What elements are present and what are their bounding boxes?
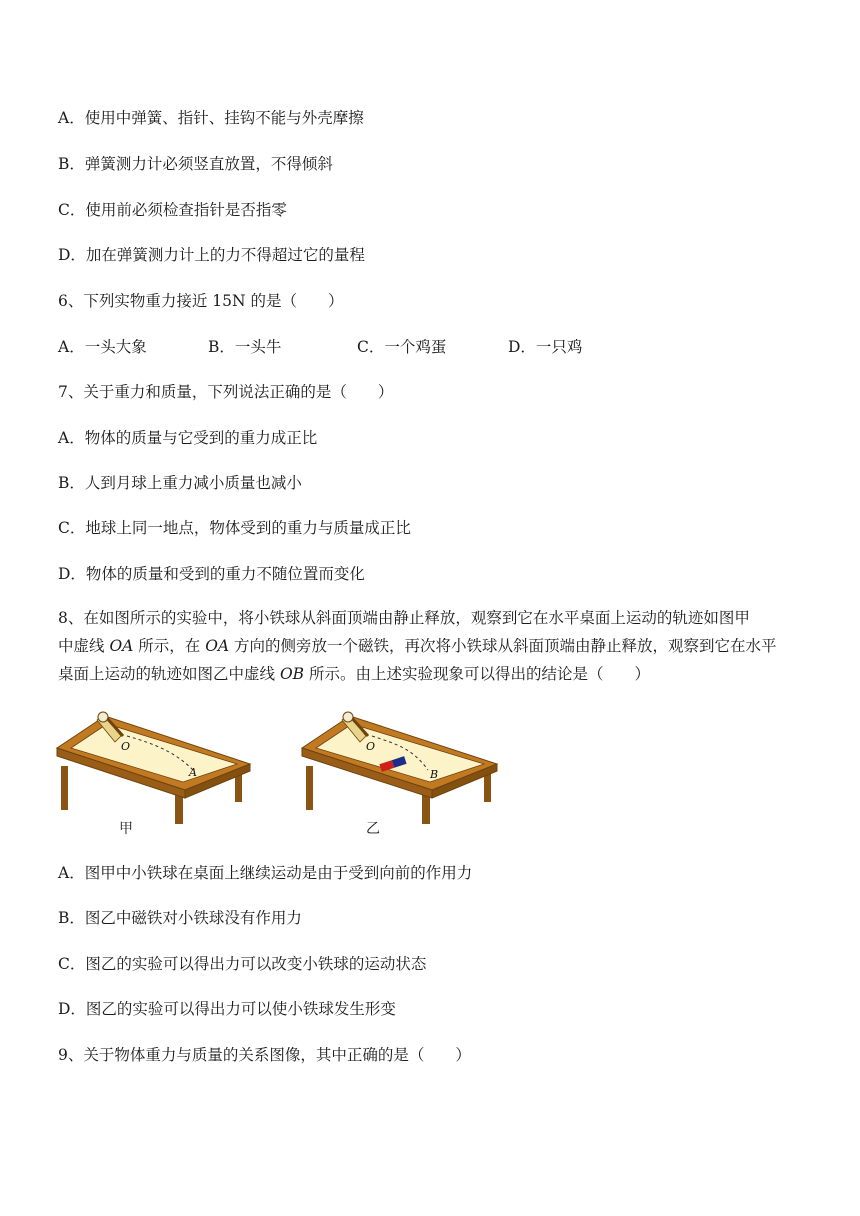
figure-jia-table — [55, 708, 255, 826]
q5-option-a: A．使用中弹簧、指针、挂钩不能与外壳摩擦 — [58, 109, 364, 127]
iron-ball — [343, 712, 353, 722]
q6-stem: 6、下列实物重力接近 15N 的是（ ） — [58, 292, 344, 310]
q7-option-d: D．物体的质量和受到的重力不随位置而变化 — [58, 565, 365, 583]
label-b: B — [430, 768, 439, 781]
q8-stem-line-2: 中虚线 OA 所示，在 OA 方向的侧旁放一个磁铁，再次将小铁球从斜面顶端由静止释放，观察到它在水平 — [58, 637, 777, 655]
q6-option-a: A．一头大象 — [58, 338, 147, 356]
figure-yi-table — [300, 708, 500, 826]
label-o: O — [121, 740, 131, 753]
caption-jia: 甲 — [119, 821, 133, 837]
table-leg — [61, 766, 68, 810]
table-leg — [306, 766, 313, 810]
q7-option-b: B．人到月球上重力减小质量也减小 — [58, 474, 302, 492]
q6-option-c: C．一个鸡蛋 — [357, 338, 447, 356]
q8-option-b: B．图乙中磁铁对小铁球没有作用力 — [58, 909, 302, 927]
label-a: A — [189, 766, 197, 779]
q8-stem-line-3: 桌面上运动的轨迹如图乙中虚线 OB 所示。由上述实验现象可以得出的结论是（ ） — [58, 665, 650, 683]
q5-option-c: C．使用前必须检查指针是否指零 — [58, 201, 287, 219]
iron-ball — [98, 712, 108, 722]
q6-option-d: D．一只鸡 — [508, 338, 583, 356]
q8-stem — [58, 604, 806, 688]
q7-option-c: C．地球上同一地点，物体受到的重力与质量成正比 — [58, 519, 411, 537]
q7-option-a: A．物体的质量与它受到的重力成正比 — [58, 429, 318, 447]
caption-yi: 乙 — [366, 821, 380, 837]
label-o: O — [366, 740, 376, 753]
q5-option-d: D．加在弹簧测力计上的力不得超过它的量程 — [58, 246, 365, 264]
q6-option-b: B．一头牛 — [208, 338, 282, 356]
q8-option-d: D．图乙的实验可以得出力可以使小铁球发生形变 — [58, 1000, 396, 1018]
q8-stem-line-1: 8、在如图所示的实验中，将小铁球从斜面顶端由静止释放，观察到它在水平桌面上运动的轨迹如图甲 — [58, 609, 750, 627]
q7-stem: 7、关于重力和质量，下列说法正确的是（ ） — [58, 383, 394, 401]
q8-option-a: A．图甲中小铁球在桌面上继续运动是由于受到向前的作用力 — [58, 864, 473, 882]
q5-option-b: B．弹簧测力计必须竖直放置，不得倾斜 — [58, 155, 333, 173]
q9-stem: 9、关于物体重力与质量的关系图像，其中正确的是（ ） — [58, 1046, 471, 1064]
q8-option-c: C．图乙的实验可以得出力可以改变小铁球的运动状态 — [58, 955, 427, 973]
